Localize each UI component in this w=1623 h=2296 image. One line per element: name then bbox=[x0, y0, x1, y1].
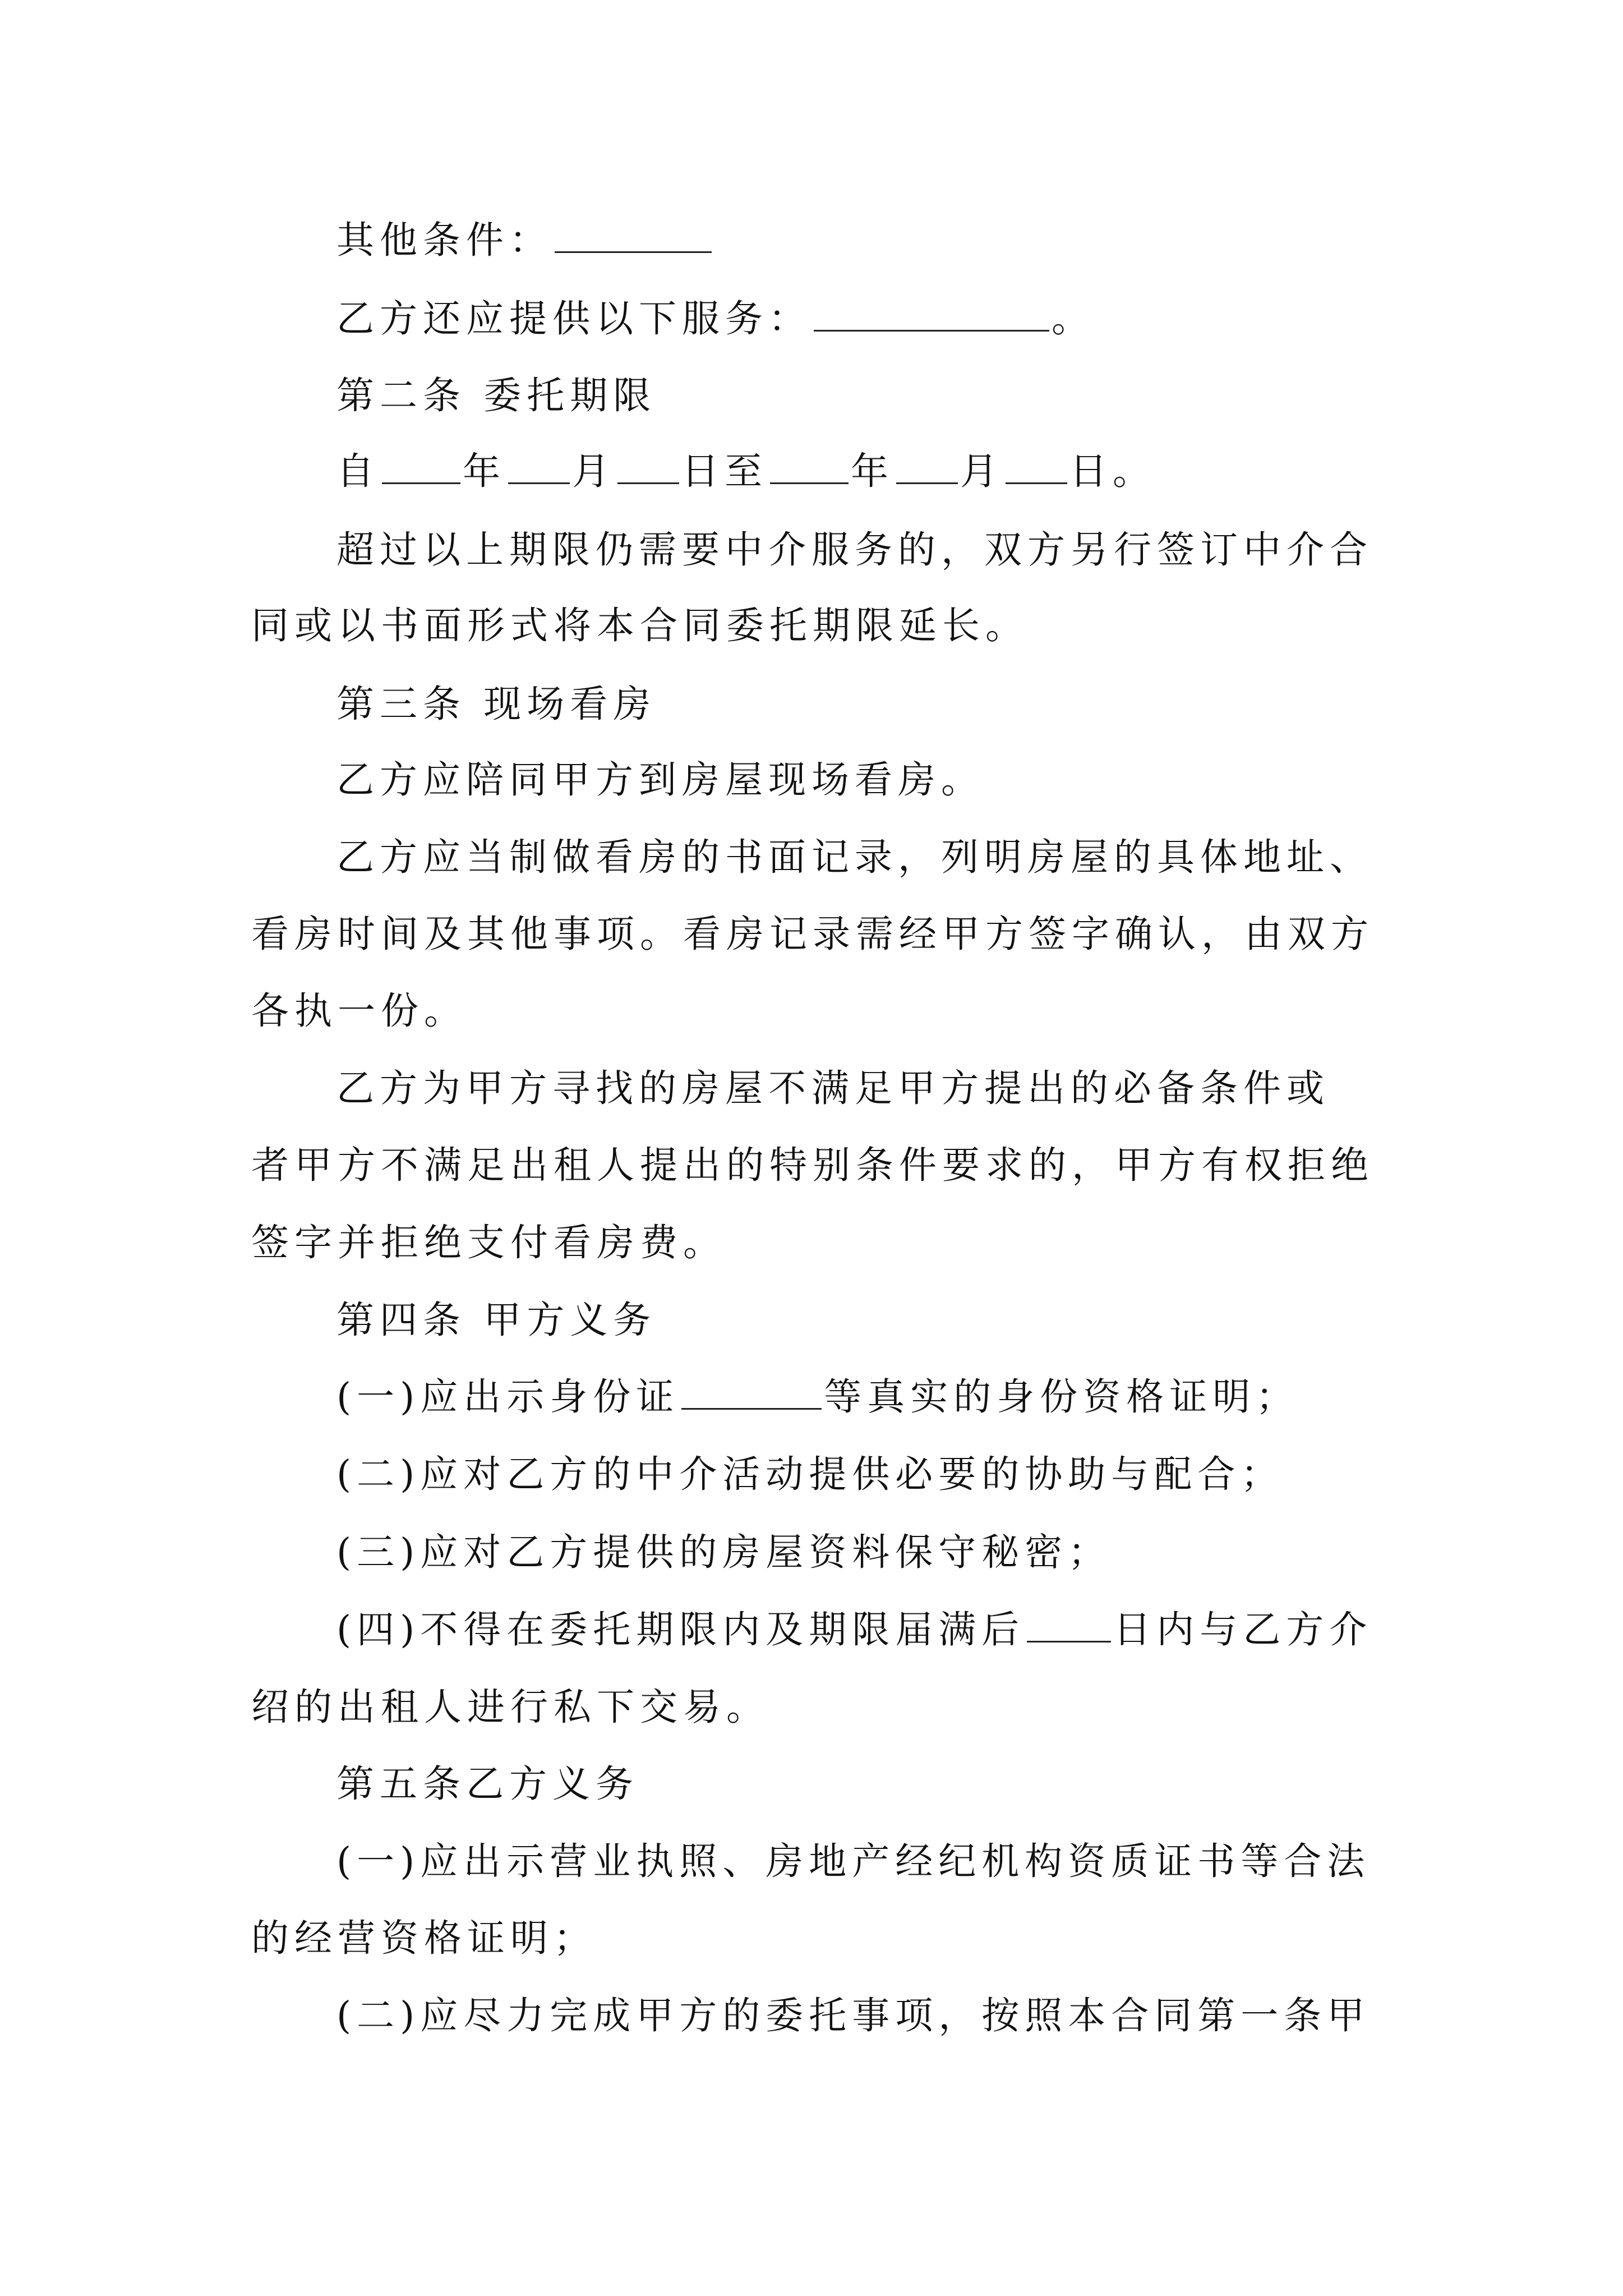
line-text: 月 bbox=[572, 449, 615, 493]
fill-blank bbox=[814, 297, 1049, 332]
paragraph-line: 各执一份。 bbox=[251, 989, 467, 1033]
other-conditions-line bbox=[336, 218, 714, 263]
article-4-heading: 第四条 甲方义务 bbox=[336, 1298, 657, 1342]
line-text: (一)应出示身份证 bbox=[336, 1375, 680, 1419]
fill-blank bbox=[896, 450, 958, 484]
paragraph-line: 者甲方不满足出租人提出的特别条件要求的，甲方有权拒绝 bbox=[251, 1143, 1374, 1187]
paragraph-line: 绍的出租人进行私下交易。 bbox=[251, 1685, 769, 1729]
term-dates-line bbox=[336, 449, 1156, 494]
line-text: 等真实的身份资格证明； bbox=[824, 1375, 1299, 1419]
article-5-heading: 第五条乙方义务 bbox=[336, 1762, 639, 1806]
paragraph-line: 乙方应陪同甲方到房屋现场看房。 bbox=[336, 758, 984, 802]
fill-blank bbox=[770, 450, 849, 484]
obligation-item: (二)应对乙方的中介活动提供必要的协助与配合； bbox=[336, 1452, 1284, 1496]
line-text: 日至 bbox=[681, 449, 768, 493]
article-3-heading: 第三条 现场看房 bbox=[336, 682, 657, 726]
paragraph-line: 签字并拒绝支付看房费。 bbox=[251, 1221, 726, 1264]
obligation-item bbox=[336, 1607, 1372, 1652]
line-text: 其他条件： bbox=[336, 218, 552, 262]
fill-blank bbox=[681, 1375, 822, 1410]
line-text: 日。 bbox=[1069, 449, 1156, 493]
paragraph-line: 同或以书面形式将本合同委托期限延长。 bbox=[251, 604, 1029, 647]
obligation-item: (二)应尽力完成甲方的委托事项，按照本合同第一条甲 bbox=[336, 1994, 1371, 2037]
line-text: (四)不得在委托期限内及期限届满后 bbox=[336, 1608, 1025, 1651]
fill-blank bbox=[508, 450, 570, 484]
line-text: 。 bbox=[1052, 297, 1095, 341]
paragraph-line: 乙方应当制做看房的书面记录，列明房屋的具体地址、 bbox=[336, 835, 1373, 879]
fill-blank bbox=[1006, 450, 1067, 484]
paragraph-line: 超过以上期限仍需要中介服务的，双方另行签订中介合 bbox=[336, 528, 1373, 572]
fill-blank bbox=[555, 219, 712, 253]
paragraph-line: 的经营资格证明； bbox=[251, 1916, 597, 1960]
fill-blank bbox=[1027, 1608, 1111, 1642]
article-2-heading: 第二条 委托期限 bbox=[336, 374, 657, 417]
fill-blank bbox=[617, 450, 679, 484]
obligation-item: (三)应对乙方提供的房屋资料保守秘密； bbox=[336, 1530, 1112, 1574]
obligation-item bbox=[336, 1374, 1299, 1419]
paragraph-line: 乙方为甲方寻找的房屋不满足甲方提出的必备条件或 bbox=[336, 1066, 1330, 1110]
line-text: 年 bbox=[851, 449, 894, 493]
line-text: 自 bbox=[336, 449, 380, 493]
line-text: 月 bbox=[960, 449, 1003, 493]
line-text: 年 bbox=[463, 449, 506, 493]
line-text: 日内与乙方介 bbox=[1113, 1608, 1373, 1651]
obligation-item: (一)应出示营业执照、房地产经纪机构资质证书等合法 bbox=[336, 1839, 1371, 1883]
extra-services-line bbox=[336, 296, 1095, 341]
fill-blank bbox=[382, 450, 460, 484]
paragraph-line: 看房时间及其他事项。看房记录需经甲方签字确认，由双方 bbox=[251, 912, 1374, 956]
line-text: 乙方还应提供以下服务： bbox=[336, 297, 811, 341]
